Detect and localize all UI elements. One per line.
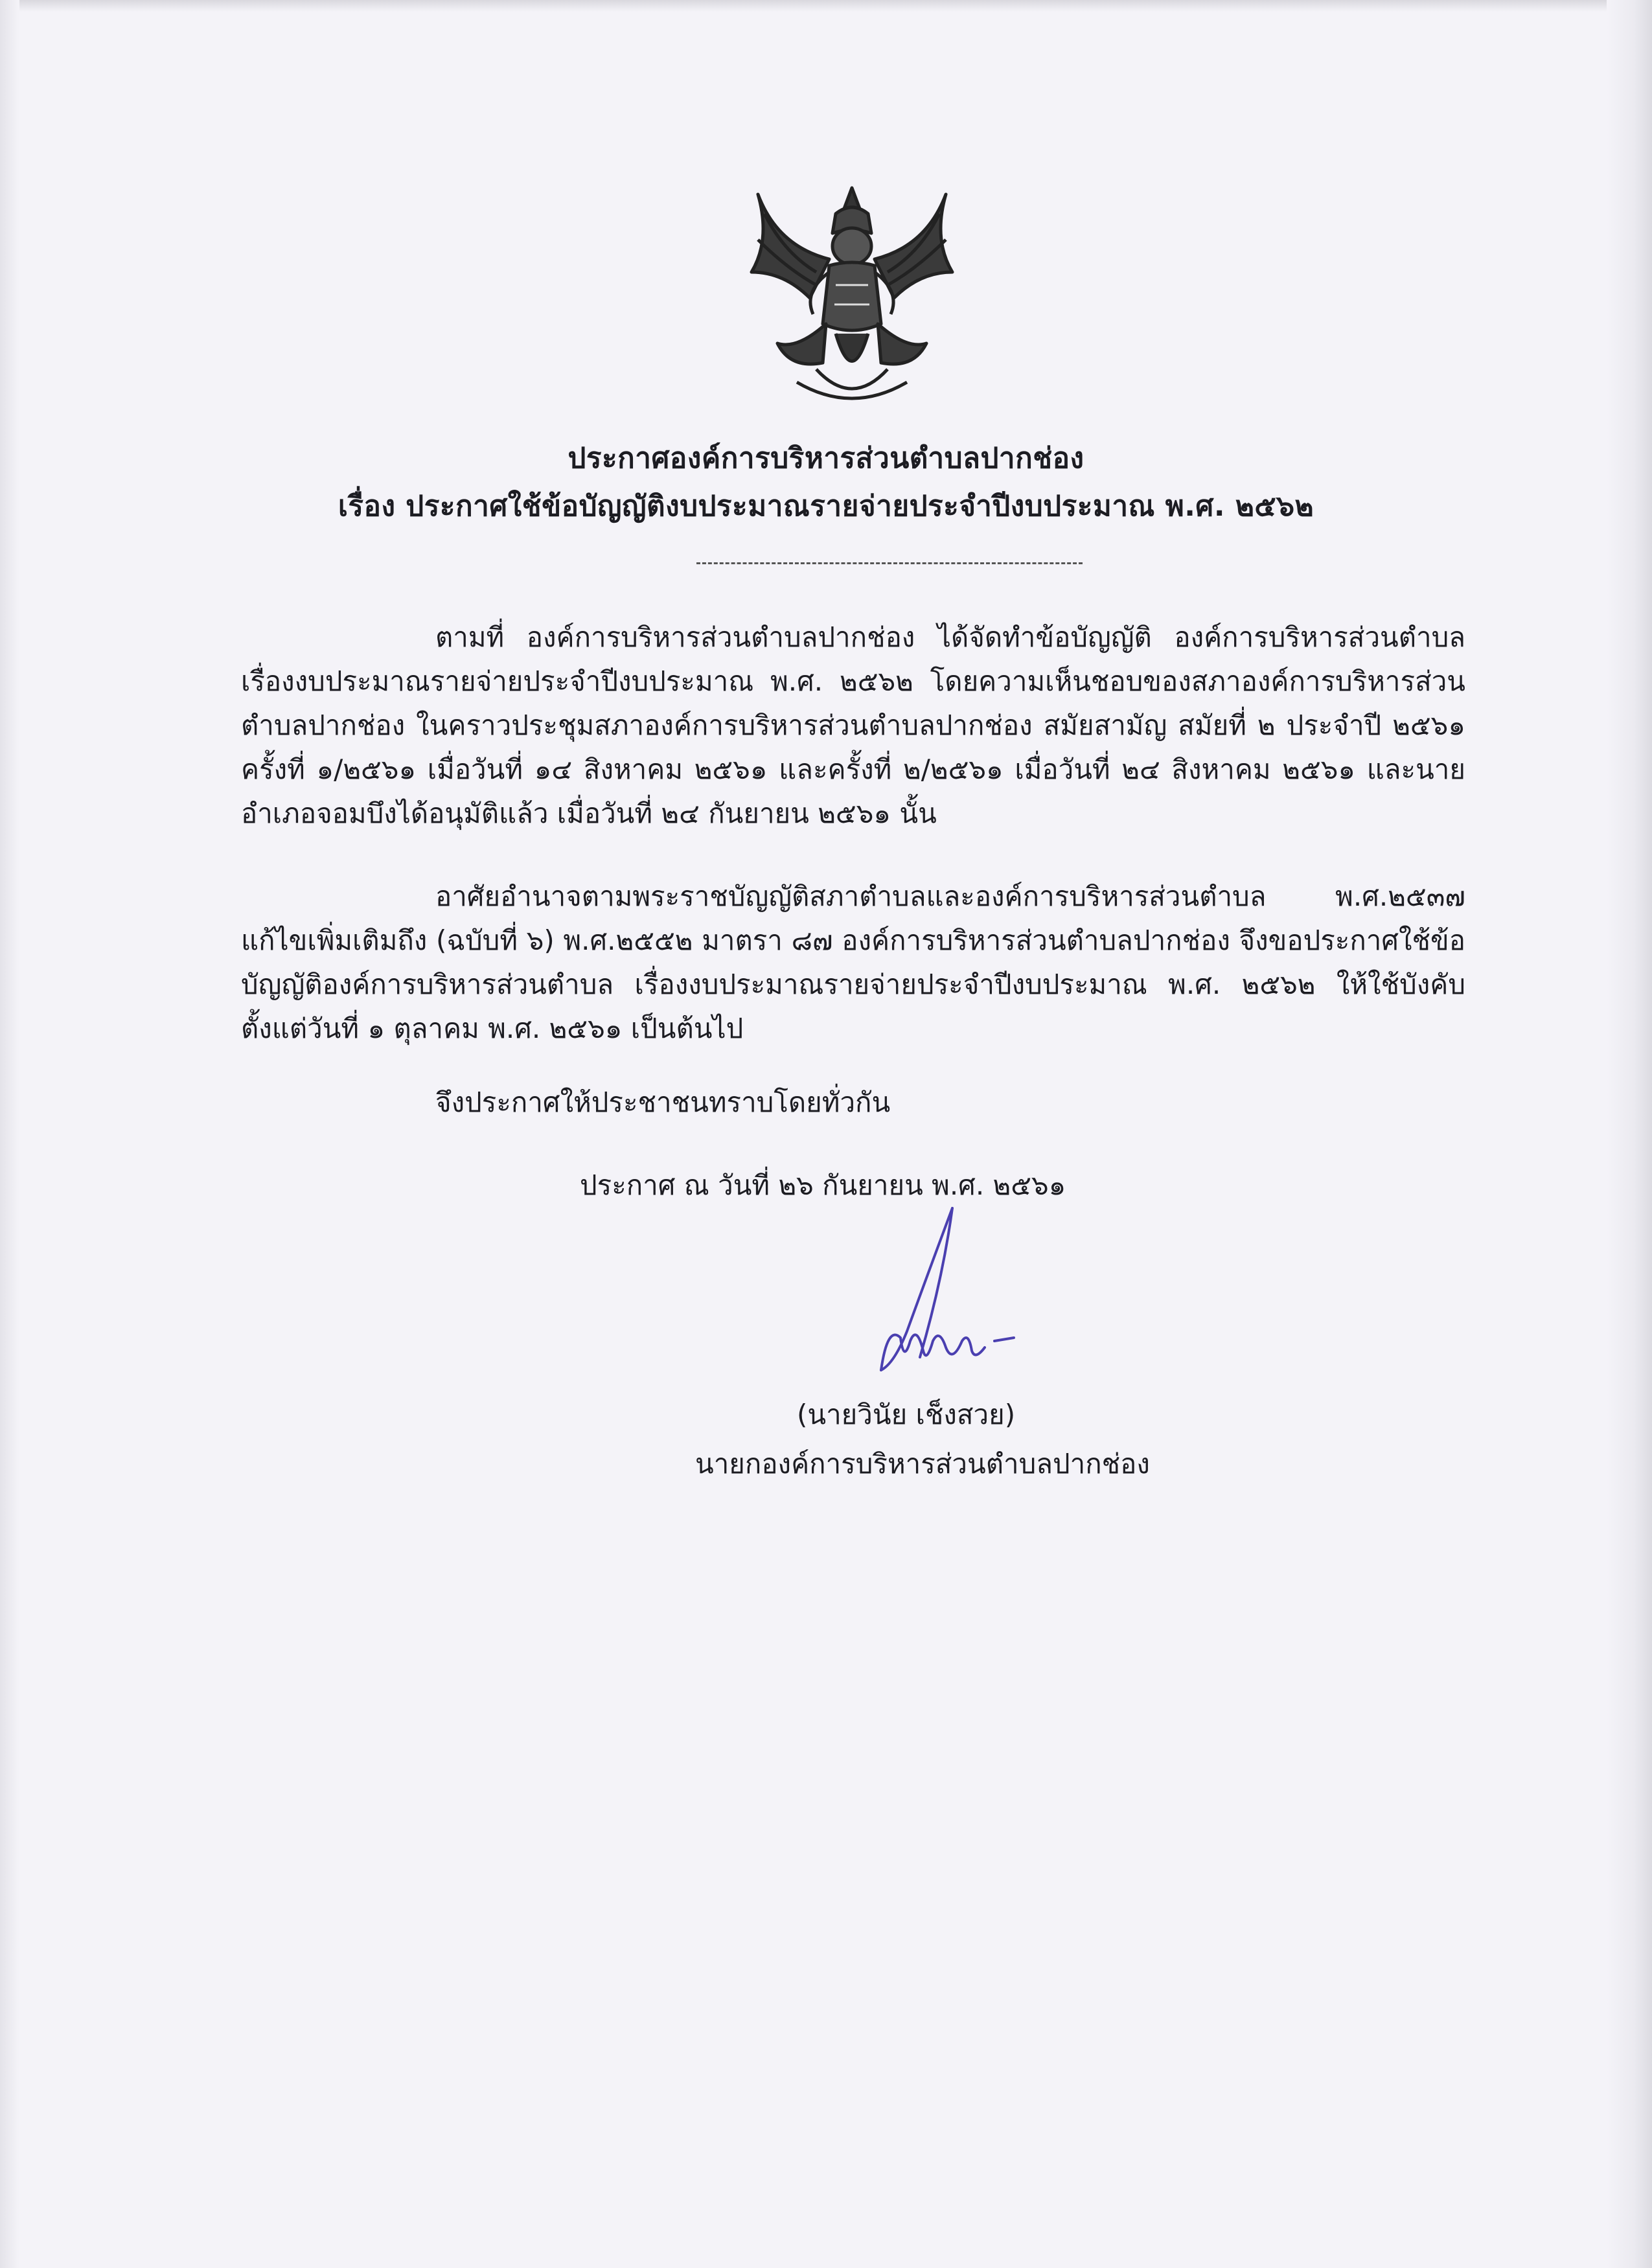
- header-title: ประกาศองค์การบริหารส่วนตำบลปากช่อง: [568, 442, 1084, 475]
- header-subject: เรื่อง ประกาศใช้ข้อบัญญัติงบประมาณรายจ่ายประจำปีงบประมาณ พ.ศ. ๒๕๖๒: [338, 490, 1314, 523]
- body-paragraph-1: [241, 615, 1465, 836]
- announcement-date: ประกาศ ณ วันที่ ๒๖ กันยายน พ.ศ. ๒๕๖๑: [580, 1169, 1066, 1201]
- paragraph-2-text: อาศัยอำนาจตามพระราชบัญญัติสภาตำบลและองค์การบริหารส่วนตำบล พ.ศ.๒๕๓๗ แก้ไขเพิ่มเติมถึง (ฉบับที่ ๖) พ.ศ.๒๕๕๒ มาตรา ๘๗ องค์การบริหารส่วนตำบลปากช่อง จึงขอประกาศใช้ข้อบัญญัติองค์การบริหารส่วนตำบล เรื่องงบประมาณรายจ่ายประจำปีงบประมาณ พ.ศ. ๒๕๖๒ ให้ใช้บังคับตั้งแต่วันที่ ๑ ตุลาคม พ.ศ. ๒๕๖๑ เป็นต้นไป: [241, 880, 1465, 1044]
- paragraph-1-text: ตามที่ องค์การบริหารส่วนตำบลปากช่อง ได้จัดทำข้อบัญญัติ องค์การบริหารส่วนตำบล เรื่องงบประมาณรายจ่ายประจำปีงบประมาณ พ.ศ. ๒๕๖๒ โดยความเห็นชอบของสภาองค์การบริหารส่วนตำบลปากช่อง ในคราวประชุมสภาองค์การบริหารส่วนตำบลปากช่อง สมัยสามัญ สมัยที่ ๒ ประจำปี ๒๕๖๑ ครั้งที่ ๑/๒๕๖๑ เมื่อวันที่ ๑๔ สิงหาคม ๒๕๖๑ และครั้งที่ ๒/๒๕๖๑ เมื่อวันที่ ๒๔ สิงหาคม ๒๕๖๑ และนายอำเภอจอมบึงได้อนุมัติแล้ว เมื่อวันที่ ๒๔ กันยายน ๒๕๖๑ นั้น: [241, 621, 1465, 829]
- dashed-divider: [696, 562, 1083, 564]
- garuda-emblem-icon: [739, 175, 965, 415]
- signer-name: (นายวินัย เช็งสวย): [797, 1399, 1016, 1430]
- signer-title: นายกองค์การบริหารส่วนตำบลปากช่อง: [695, 1448, 1150, 1480]
- body-paragraph-3: จึงประกาศให้ประชาชนทราบโดยทั่วกัน: [435, 1086, 891, 1118]
- signature-icon: [855, 1202, 1024, 1383]
- body-paragraph-2: [241, 875, 1465, 1051]
